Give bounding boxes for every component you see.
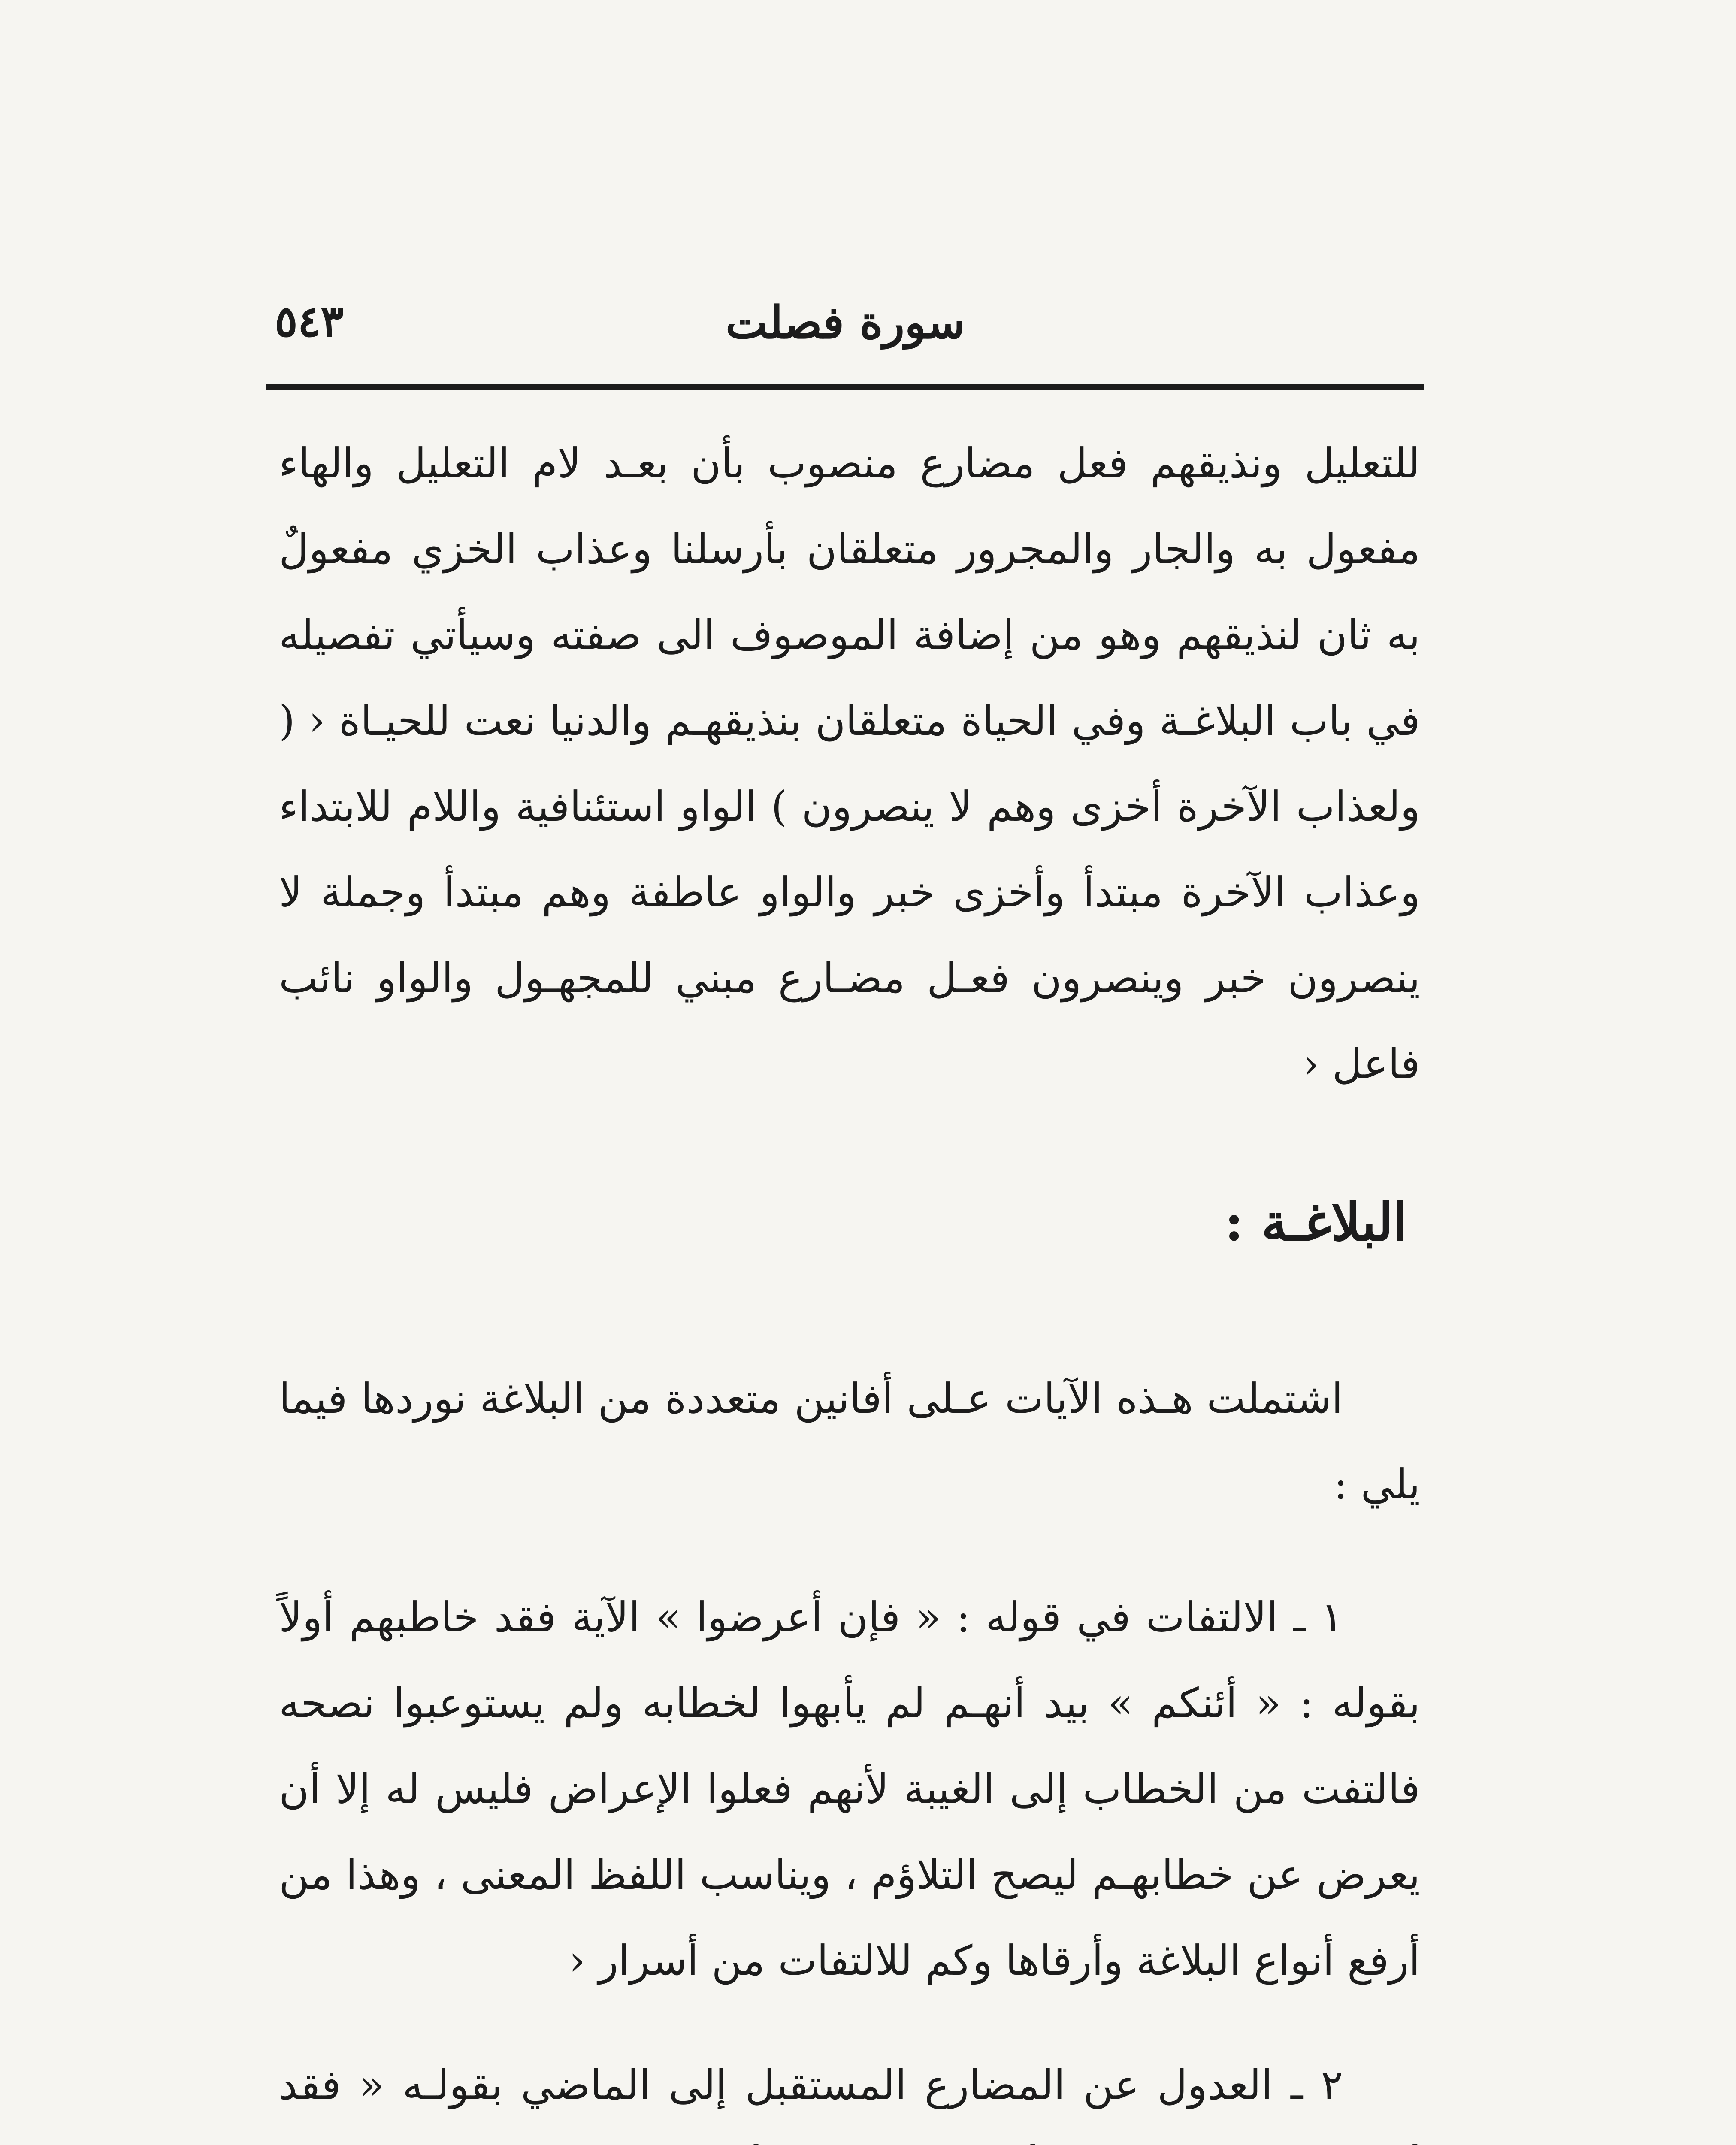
page-number: ٥٤٣ — [275, 296, 344, 347]
paragraph-grammar: للتعليل ونذيقهم فعل مضارع منصوب بأن بعـد لام التعليل والهاء مفعول به والجار والمجرور متعلقان بأرسلنا وعذاب الخزي مفعولٌ به ثان لنذيقهم وهو من إضافة الموصوف الى صفته وسيأتي تفصيله في باب البلاغـة وفي الحياة متعلقان بنذيقهـم والدنيا نعت للحيـاة ‹ ( ولعذاب الآخرة أخزى وهم لا ينصرون ) الواو استئنافية واللام للابتداء وعذاب الآخرة مبتدأ وأخزى خبر والواو عاطفة وهم مبتدأ وجملة لا ينصرون خبر وينصرون فعـل مضـارع مبني للمجهـول والواو نائب فاعل ‹ — [279, 439, 1421, 1088]
section-heading-balagha: البلاغـة : — [1224, 1192, 1407, 1253]
paragraph-point-2: ٢ ـ العدول عن المضارع المستقبل إلى الماضي بقولـه « فقد — [279, 2061, 1343, 2109]
header-rule — [266, 384, 1424, 390]
page-body — [279, 420, 1420, 2145]
paragraph-intro: اشتملت هـذه الآيات عـلى أفانين متعددة من البلاغة نوردها فيما يلي : — [279, 1375, 1420, 1508]
page-header — [275, 296, 1416, 369]
paragraph-point-1: ١ ـ الالتفات في قوله : « فإن أعرضوا » الآية فقد خاطبهم أولاً بقوله : « أئنكم » بيد أنهـم لم يأبهوا لخطابه ولم يستوعبوا نصحه فالتفت من الخطاب إلى الغيبة لأنهم فعلوا الإعراض فليس له إلا أن يعرض عن خطابهـم ليصح التلاؤم ، ويناسب اللفظ المعنى ، وهذا من أرفع أنواع البلاغة وأرقاها وكم للالتفات من أسرار ‹ — [279, 1593, 1420, 1985]
surah-title: سورة فصلت — [725, 296, 965, 349]
